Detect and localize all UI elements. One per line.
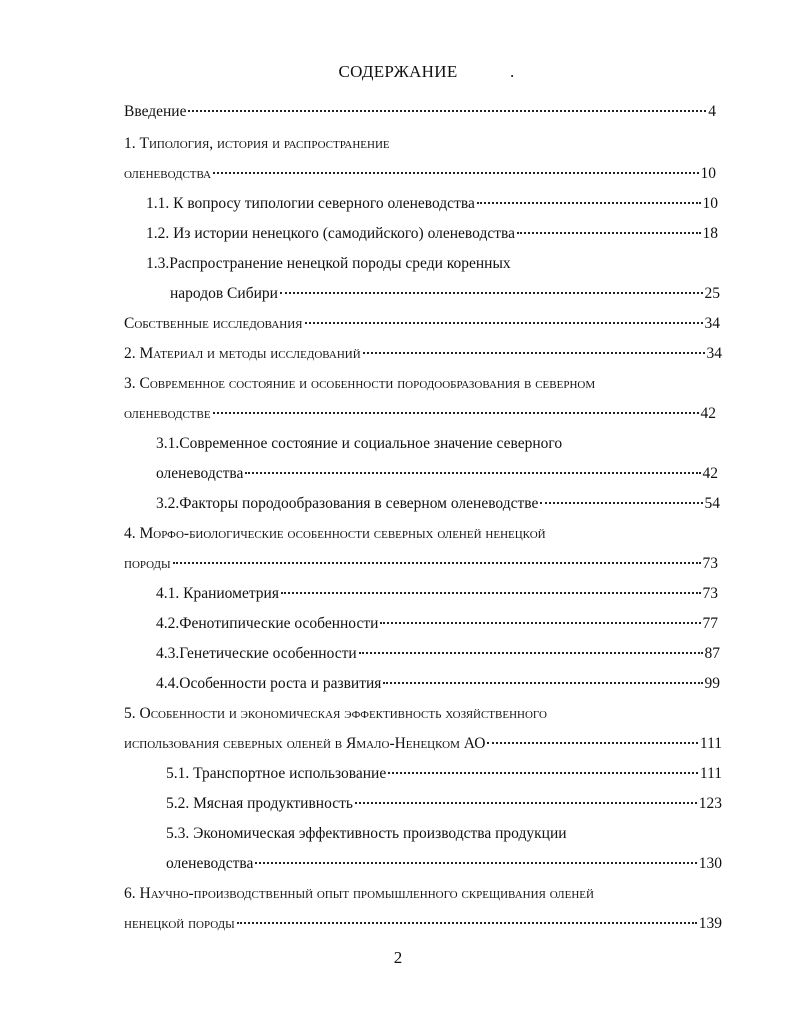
toc-leader xyxy=(355,802,697,804)
toc-entry[interactable] xyxy=(124,552,718,576)
toc-leader xyxy=(540,502,702,504)
toc-entry-text: 5.1. Транспортное использование xyxy=(166,765,387,782)
toc-entry[interactable] xyxy=(166,792,722,816)
toc-entry-page: 4 xyxy=(708,103,716,120)
toc-entry-text: 1. Типология, история и распространение xyxy=(124,135,390,152)
toc-entry-text: 4.1. Краниометрия xyxy=(156,585,279,602)
toc-entry[interactable] xyxy=(146,192,718,216)
toc-entry-page: 77 xyxy=(702,615,718,632)
toc-entry-page: 73 xyxy=(702,585,718,602)
toc-entry[interactable] xyxy=(124,342,722,366)
title-text: СОДЕРЖАНИЕ xyxy=(338,62,458,81)
toc-entry-page: 123 xyxy=(698,795,722,812)
toc-entry[interactable] xyxy=(156,642,720,666)
toc-entry[interactable] xyxy=(170,282,720,306)
toc-entry-text: 1.2. Из истории ненецкого (самодийского) оленеводства xyxy=(146,225,515,242)
toc-leader xyxy=(363,352,705,354)
toc-entry-page: 42 xyxy=(700,405,716,422)
toc-entry-page: 10 xyxy=(700,165,716,182)
toc-entry-page: 99 xyxy=(704,675,720,692)
toc-entry-page: 34 xyxy=(706,345,722,362)
toc-entry[interactable] xyxy=(166,822,722,846)
toc-entry-text: 6. Научно-производственный опыт промышленного скрещивания оленей xyxy=(124,885,594,902)
toc-entry-text: 3.1.Современное состояние и социальное значение северного xyxy=(156,435,563,452)
toc-leader xyxy=(380,622,700,624)
toc-leader xyxy=(245,472,700,474)
toc-entry-page: 54 xyxy=(704,495,720,512)
toc-entry-text: 4.3.Генетические особенности xyxy=(156,645,357,662)
toc-entry-text: 4.2.Фенотипические особенности xyxy=(156,615,379,632)
toc-entry[interactable] xyxy=(156,672,720,696)
toc-leader xyxy=(173,562,701,564)
toc-entry-page: 139 xyxy=(698,915,722,932)
toc-entry[interactable] xyxy=(156,432,718,456)
toc-entry-page: 111 xyxy=(699,765,722,782)
toc-entry-page: 130 xyxy=(698,855,722,872)
toc-entry-text: Введение xyxy=(124,103,187,120)
toc-entry-text: породы xyxy=(124,555,171,572)
toc-leader xyxy=(359,652,703,654)
toc-entry-text: ненецкой породы xyxy=(124,915,235,932)
toc-leader xyxy=(213,412,699,414)
toc-entry-page: 73 xyxy=(702,555,718,572)
toc-entry[interactable] xyxy=(124,402,716,426)
toc-leader xyxy=(383,682,702,684)
toc-entry[interactable] xyxy=(146,252,718,276)
toc-entry-text: 1.3.Распространение ненецкой породы среди коренных xyxy=(146,255,511,272)
toc-entry-page: 10 xyxy=(702,195,718,212)
toc-leader xyxy=(305,322,703,324)
toc-leader xyxy=(487,742,697,744)
toc-leader xyxy=(255,862,696,864)
page-title xyxy=(0,62,796,82)
toc-entry[interactable] xyxy=(124,372,724,396)
toc-entry-text: оленеводства xyxy=(156,465,244,482)
toc-entry[interactable] xyxy=(146,222,718,246)
toc-entry-page: 87 xyxy=(704,645,720,662)
toc-entry-page: 34 xyxy=(704,315,720,332)
toc-entry-page: 18 xyxy=(702,225,718,242)
toc-entry-text: 5.2. Мясная продуктивность xyxy=(166,795,353,812)
toc-entry-text: 5.3. Экономическая эффективность производства продукции xyxy=(166,825,567,842)
toc-entry[interactable] xyxy=(124,912,722,936)
toc-entry[interactable] xyxy=(124,882,734,906)
toc-entry-text: 4.4.Особенности роста и развития xyxy=(156,675,382,692)
page-number: 2 xyxy=(393,948,403,967)
toc-leader xyxy=(517,232,701,234)
toc-leader xyxy=(281,592,701,594)
toc-leader xyxy=(213,172,698,174)
toc-entry[interactable] xyxy=(124,132,716,156)
toc-entry-page: 111 xyxy=(699,735,722,752)
toc-entry[interactable] xyxy=(156,582,718,606)
toc-entry[interactable] xyxy=(124,732,722,756)
toc-entry-text: народов Сибири xyxy=(170,285,278,302)
toc-leader xyxy=(280,292,703,294)
toc-entry[interactable] xyxy=(124,162,716,186)
toc-entry-text: использования северных оленей в Ямало-Ненецком АО xyxy=(124,735,486,752)
toc-leader xyxy=(188,110,706,112)
toc-entry[interactable] xyxy=(166,852,722,876)
toc-leader xyxy=(237,922,697,924)
toc-entry[interactable] xyxy=(156,462,718,486)
toc-entry-text: 2. Материал и методы исследований xyxy=(124,345,361,362)
toc-entry[interactable] xyxy=(124,100,716,124)
toc-entry[interactable] xyxy=(124,702,724,726)
toc-entry[interactable] xyxy=(124,522,720,546)
toc-entry-text: оленеводства xyxy=(124,165,212,182)
toc-entry-text: 3.2.Факторы породообразования в северном оленеводстве xyxy=(156,495,539,512)
toc-entry-text: 3. Современное состояние и особенности породообразования в северном xyxy=(124,375,596,392)
toc-entry-page: 25 xyxy=(704,285,720,302)
toc-entry[interactable] xyxy=(166,762,722,786)
toc-entry-text: 1.1. К вопросу типологии северного оленеводства xyxy=(146,195,475,212)
toc-entry[interactable] xyxy=(124,312,720,336)
toc-leader xyxy=(477,202,701,204)
toc-entry-text: оленеводства xyxy=(166,855,254,872)
toc-entry-text: Собственные исследования xyxy=(124,315,303,332)
toc-entry-text: оленеводстве xyxy=(124,405,211,422)
toc-entry[interactable] xyxy=(156,492,720,516)
toc-entry[interactable] xyxy=(156,612,718,636)
toc-entry-page: 42 xyxy=(702,465,718,482)
toc-entry-text: 4. Морфо-биологические особенности северных оленей ненецкой xyxy=(124,525,546,542)
toc-entry-text: 5. Особенности и экономическая эффективность хозяйственного xyxy=(124,705,547,722)
title-mark: . xyxy=(510,62,515,81)
toc-leader xyxy=(388,772,698,774)
